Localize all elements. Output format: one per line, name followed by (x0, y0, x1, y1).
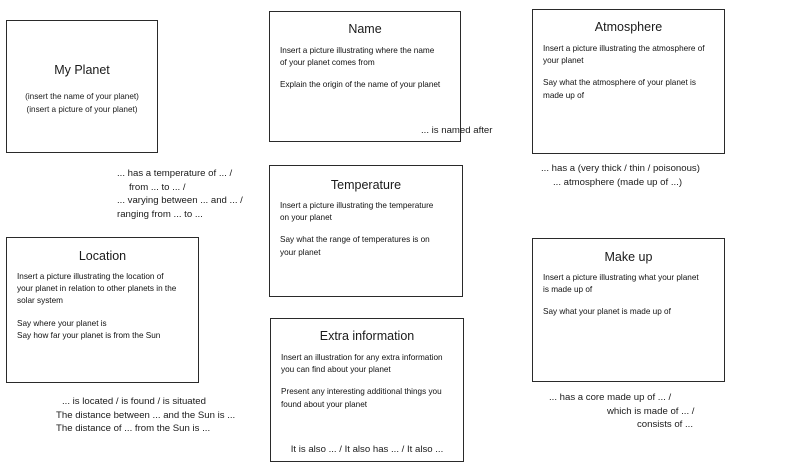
instruction-line: found about your planet (281, 399, 368, 409)
phrase-line: ... varying between ... and ... / (117, 195, 243, 206)
instruction-line: on your planet (280, 213, 332, 223)
my-planet-line: (insert the name of your planet) (25, 92, 139, 101)
extra-information-instructions (281, 352, 443, 411)
instruction-line: your planet (543, 56, 584, 66)
atmosphere-instructions (543, 43, 705, 102)
location-title: Location (78, 249, 127, 263)
phrase-line: The distance of ... from the Sun is ... (56, 423, 211, 434)
instruction-line: Insert an illustration for any extra information (281, 353, 443, 362)
make-up-instructions (543, 272, 699, 319)
instruction-line: Say what your planet is made up of (543, 307, 671, 317)
instruction-line: Present any interesting additional things you (281, 387, 442, 397)
phrase-line: ... has a (very thick / thin / poisonous) (541, 163, 700, 174)
my-planet-box (6, 20, 158, 153)
temperature-phrases (117, 167, 243, 221)
instruction-line: Insert a picture illustrating the atmosphere of (543, 44, 705, 53)
instruction-line: Say where your planet is (17, 318, 107, 328)
name-title: Name (348, 22, 382, 36)
make-up-title: Make up (604, 250, 653, 264)
instruction-line: Insert a picture illustrating the temperature (280, 201, 434, 210)
instruction-line: is made up of (543, 285, 593, 295)
instruction-line: Insert a picture illustrating where the name (280, 46, 435, 55)
instruction-line: Say how far your planet is from the Sun (17, 330, 161, 340)
instruction-line: Explain the origin of the name of your planet (280, 80, 441, 90)
phrase-line: consists of ... (637, 419, 693, 430)
phrase-line: The distance between ... and the Sun is ... (56, 409, 236, 421)
phrase-line: ranging from ... to ... (117, 208, 203, 220)
location-instructions (17, 271, 176, 342)
phrase-line: which is made of ... / (607, 405, 695, 417)
name-box (269, 11, 461, 142)
location-box (6, 237, 199, 383)
temperature-instructions (280, 200, 433, 259)
my-planet-line: (insert a picture of your planet) (26, 104, 138, 114)
instruction-line: Insert a picture illustrating what your planet (543, 273, 699, 282)
atmosphere-phrases (541, 162, 700, 189)
instruction-line: Insert a picture illustrating the location of (17, 272, 164, 281)
instruction-line: your planet in relation to other planets in the (17, 284, 177, 294)
atmosphere-box (532, 9, 725, 154)
make-up-box (532, 238, 725, 382)
extra-information-sentence-starter: It is also ... / It also has ... / It also ... (290, 444, 444, 455)
instruction-line: your planet (280, 247, 321, 257)
named-after-phrase: ... is named after (421, 125, 493, 136)
phrase-line: ... has a temperature of ... / (117, 168, 233, 179)
instruction-line: made up of (543, 90, 584, 100)
name-instructions (280, 45, 440, 92)
location-phrases (56, 395, 235, 436)
instruction-line: of your planet comes from (280, 58, 375, 68)
my-planet-title: My Planet (54, 63, 110, 77)
temperature-box (269, 165, 463, 297)
instruction-line: Say what the atmosphere of your planet is (543, 78, 696, 88)
my-planet-instructions (7, 91, 157, 116)
instruction-line: solar system (17, 296, 63, 306)
instruction-line: Say what the range of temperatures is on (280, 235, 430, 245)
phrase-line: ... atmosphere (made up of ...) (553, 176, 683, 188)
phrase-line: from ... to ... / (129, 181, 186, 193)
extra-information-box (270, 318, 464, 462)
make-up-phrases (549, 391, 694, 432)
phrase-line: ... is located / is found / is situated (62, 396, 206, 407)
temperature-title: Temperature (330, 178, 402, 192)
extra-information-title: Extra information (319, 329, 415, 343)
atmosphere-title: Atmosphere (594, 20, 663, 34)
instruction-line: you can find about your planet (281, 365, 391, 375)
phrase-line: ... has a core made up of ... / (549, 392, 672, 403)
